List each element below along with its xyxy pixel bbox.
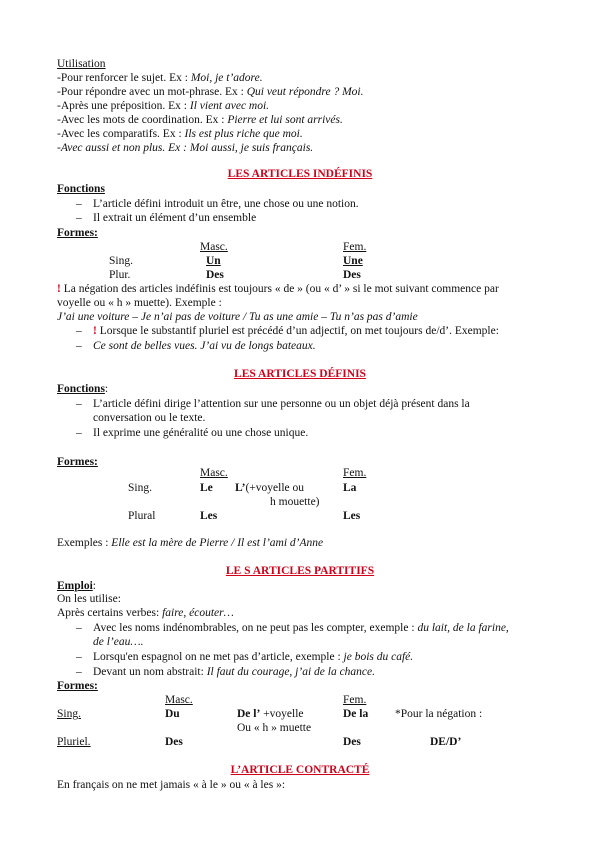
row-sing: Sing. xyxy=(109,255,133,267)
exemples-line: Exemples : Elle est la mère de Pierre / Il est l’ami d’Anne xyxy=(57,537,324,549)
contracte-line: En français on ne met jamais « à le » ou « à les »: xyxy=(57,779,286,791)
bullet-indenombrables-cont: de l’eau…. xyxy=(93,636,144,648)
article-les: Les xyxy=(343,510,361,522)
section-title-definis: LES ARTICLES DÉFINIS xyxy=(234,368,366,380)
fonction-item: L’article défini introduit un être, une chose ou une notion. xyxy=(93,198,359,210)
dash: – xyxy=(76,666,82,678)
col-masc: Masc. xyxy=(165,694,193,706)
bullet-adjectif: ! Lorsque le substantif pluriel est précédé d’un adjectif, on met toujours de/d’. Exemple: xyxy=(93,325,499,337)
emploi-line: Après certains verbes: faire, écouter… xyxy=(57,607,234,619)
utilisation-item: -Avec les mots de coordination. Ex : Pierre et lui sont arrivés. xyxy=(57,114,343,126)
dash: – xyxy=(76,325,82,337)
row-pluriel: Pluriel. xyxy=(57,736,91,748)
formes-label: Formes: xyxy=(57,680,98,692)
emploi-heading: Emploi: xyxy=(57,580,96,592)
negation-note: ! La négation des articles indéfinis est toujours « de » (ou « d’ » si le mot suivant commence par xyxy=(57,283,499,295)
article-des: Des xyxy=(165,736,183,748)
article-un: Un xyxy=(206,255,221,267)
utilisation-item: -Avec les comparatifs. Ex : Ils est plus riche que moi. xyxy=(57,128,303,140)
fonction-item: L’article défini dirige l’attention sur une personne ou un objet déjà présent dans la xyxy=(93,398,470,410)
dash: – xyxy=(76,398,82,410)
section-title-contracte: L’ARTICLE CONTRACTÉ xyxy=(230,764,370,776)
article-la: La xyxy=(343,482,357,494)
fonctions-label: Fonctions xyxy=(57,183,105,195)
col-masc: Masc. xyxy=(200,467,228,479)
negation-example: J’ai une voiture – Je n’ai pas de voiture / Tu as une amie – Tu n’as pas d’amie xyxy=(57,311,418,323)
utilisation-item: -Après une préposition. Ex : Il vient avec moi. xyxy=(57,100,270,112)
utilisation-item: -Pour renforcer le sujet. Ex : Moi, je t’adore. xyxy=(57,72,263,84)
fonction-item: Il exprime une généralité ou une chose unique. xyxy=(93,427,309,439)
section-title-partitifs: LE S ARTICLES PARTITIFS xyxy=(225,565,375,577)
article-des: Des xyxy=(343,736,361,748)
dash: – xyxy=(76,212,82,224)
dash: – xyxy=(76,427,82,439)
formes-label: Formes: xyxy=(57,227,98,239)
negation-note: *Pour la négation : xyxy=(395,708,483,720)
article-l-apostrophe: L’(+voyelle ou xyxy=(235,482,304,494)
article-du: Du xyxy=(165,708,180,720)
col-fem: Fem. xyxy=(343,694,367,706)
dash: – xyxy=(76,651,82,663)
bullet-abstrait: Devant un nom abstrait: Il faut du courage, j’ai de la chance. xyxy=(93,666,376,678)
article-de-l: De l’ +voyelle xyxy=(237,708,304,720)
utilisation-item: -Pour répondre avec un mot-phrase. Ex : Qui veut répondre ? Moi. xyxy=(57,86,364,98)
bullet-example: Ce sont de belles vues. J’ai vu de longs bateaux. xyxy=(93,340,316,352)
section-title-indefinis: LES ARTICLES INDÉFINIS xyxy=(227,168,373,180)
dash: – xyxy=(76,198,82,210)
negation-de: DE/D’ xyxy=(430,736,462,748)
article-une: Une xyxy=(343,255,363,267)
dash: – xyxy=(76,340,82,352)
article-de-la: De la xyxy=(343,708,369,720)
row-plur: Plur. xyxy=(109,269,131,281)
article-des: Des xyxy=(206,269,224,281)
row-sing: Sing. xyxy=(128,482,152,494)
utilisation-heading: Utilisation xyxy=(57,58,106,70)
col-masc: Masc. xyxy=(200,241,228,253)
article-le: Le xyxy=(200,482,213,494)
exclamation-icon: ! xyxy=(93,325,97,337)
col-fem: Fem. xyxy=(343,467,367,479)
utilisation-item: -Avec aussi et non plus. Ex : Moi aussi, je suis français. xyxy=(57,142,314,154)
row-plural: Plural xyxy=(128,510,156,522)
article-des: Des xyxy=(343,269,361,281)
exclamation-icon: ! xyxy=(57,283,61,295)
dash: – xyxy=(76,622,82,634)
bullet-espagnol: Lorsqu'en espagnol on ne met pas d’article, exemple : je bois du café. xyxy=(93,651,414,663)
bullet-indenombrables: Avec les noms indénombrables, on ne peut pas les compter, exemple : du lait, de la farine, xyxy=(93,622,509,634)
row-sing: Sing. xyxy=(57,708,81,720)
col-fem: Fem. xyxy=(343,241,367,253)
h-muette-note: Ou « h » muette xyxy=(237,722,312,734)
fonction-item: Il extrait un élément d’un ensemble xyxy=(93,212,257,224)
negation-note-cont: voyelle ou « h » muette). Exemple : xyxy=(57,297,222,309)
article-les: Les xyxy=(200,510,218,522)
voyelle-note: h mouette) xyxy=(270,496,320,508)
fonction-item-cont: conversation ou le texte. xyxy=(93,412,206,424)
fonctions-heading: Fonctions: xyxy=(57,383,109,395)
emploi-line: On les utilise: xyxy=(57,593,121,605)
formes-label: Formes: xyxy=(57,456,98,468)
